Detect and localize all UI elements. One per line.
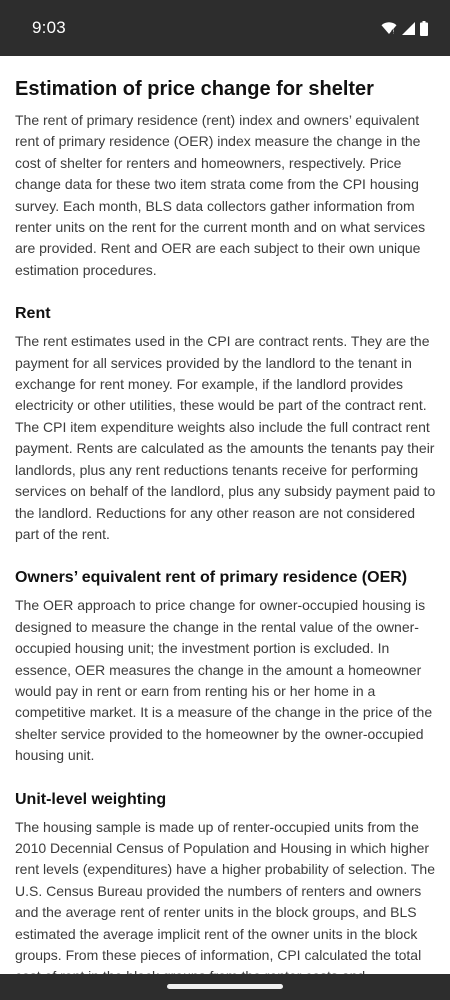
oer-paragraph: The OER approach to price change for owner-occupied housing is designed to measure the change in the rental value of the owner-occupied housing unit; the investment portion is excluded. In essence, OER measures the change in the amount a homeowner would pay in rent or earn from renting his or her home in a competitive market. It is a measure of the change in the price of the shelter service provided to the homeowner by the owner-occupied housing unit. [15, 597, 433, 764]
status-time: 9:03 [32, 18, 66, 37]
svg-text:!: ! [392, 29, 395, 36]
rent-section [15, 303, 436, 545]
status-bar [0, 0, 450, 56]
home-gesture-handle[interactable] [167, 984, 283, 989]
section-heading-oer: Owners’ equivalent rent of primary residence (OER) [15, 569, 408, 587]
wifi-icon [381, 21, 397, 35]
intro-paragraph: The rent of primary residence (rent) index and owners’ equivalent rent of primary residence (OER) index measure the change in the cost of shelter for renters and homeowners, respectively. Price change data for these two item strata come from the CPI housing survey. Each month, BLS data collectors gather information from renter units on the rent for the current month and on what services are provided. Rent and OER are each subject to their own unique estimation procedures. [15, 112, 426, 278]
oer-section [15, 567, 436, 766]
status-icons [381, 21, 428, 36]
page-title: Estimation of price change for shelter [15, 78, 374, 100]
intro-section [15, 76, 436, 281]
article-content[interactable] [0, 56, 450, 974]
cell-signal-icon [402, 22, 415, 35]
rent-paragraph: The rent estimates used in the CPI are contract rents. They are the payment for all services provided by the landlord to the tenant in exchange for rent money. For example, if the landlord provides electricity or other utilities, these would be part of the contract rent. The CPI item expenditure weights also include the full contract rent payment. Rents are calculated as the amounts the tenants pay their landlords, plus any rent reductions tenants receive for performing services on behalf of the landlord, plus any subsidy payment paid to the landlord. Reductions for any other reason are not considered part of the rent. [15, 333, 436, 542]
unit-weighting-paragraph: The housing sample is made up of renter-occupied units from the 2010 Decennial Census of Population and Housing in which higher rent levels (expenditures) have a higher probability of selection. The U.S. Census Bureau provided the numbers of renters and owners and the average rent of renter units in the block groups, and BLS estimated the average implicit rent of the owner units in the block groups. From these pieces of information, CPI calculated the total [15, 818, 435, 963]
battery-icon [420, 21, 428, 36]
navigation-bar [0, 974, 450, 1000]
unit-weighting-section [15, 789, 436, 988]
section-heading-unit-weighting: Unit-level weighting [15, 790, 167, 808]
section-heading-rent: Rent [15, 305, 51, 323]
